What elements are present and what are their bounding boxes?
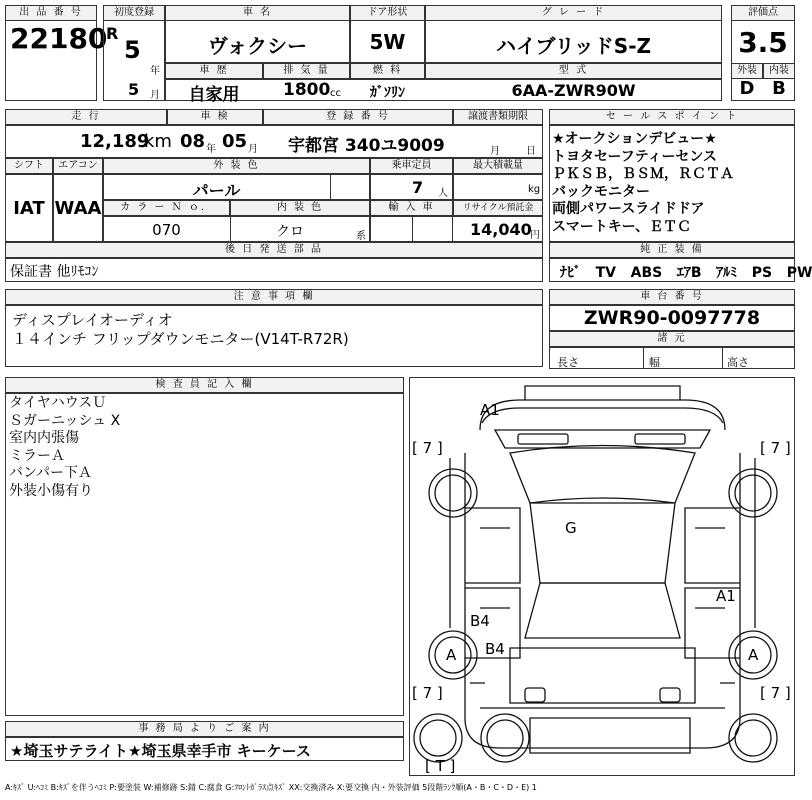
inspector-label: 検 査 員 記 入 欄 [5, 377, 404, 393]
equipment-item: PS [751, 265, 773, 281]
first-reg-year: 5 [124, 36, 141, 64]
office-label: 事 務 局 よ り ご 案 内 [5, 721, 404, 737]
displacement-value: 1800 [283, 80, 331, 100]
lot-no-value: 22180 [10, 22, 108, 55]
tread-spare: [ T ] [425, 757, 456, 775]
mark-left-rear-quarter: B4 [485, 640, 505, 658]
ext-label: 外装 [731, 63, 763, 79]
sales-point-item: 両側パワースライドドア [552, 201, 705, 217]
load-unit: kg [528, 184, 541, 195]
notes-line-2: １４インチ フリップダウンモニター(V14T-R72R) [12, 330, 349, 348]
ext-color-value: パール [192, 181, 241, 200]
transfer-day-unit: 日 [526, 146, 536, 157]
displacement-label: 排 気 量 [263, 63, 350, 79]
tread-fl: [ 7 ] [412, 439, 443, 457]
notes-line-1: ディスプレイオーディオ [12, 311, 173, 329]
car-name-label: 車 名 [165, 5, 350, 21]
int-score: B [772, 78, 786, 99]
inspection-label: 車 検 [167, 109, 263, 125]
tread-rr: [ 7 ] [760, 684, 791, 702]
inspection-month-unit: 月 [248, 144, 258, 155]
color-no-value: 070 [152, 221, 181, 239]
mark-front: A1 [480, 401, 500, 419]
first-reg-year-unit: 年 [150, 66, 160, 77]
fuel-label: 燃 料 [350, 63, 425, 79]
car-name-value: ヴォクシー [207, 34, 308, 58]
tread-rl: [ 7 ] [412, 684, 443, 702]
recycle-label: リサイクル預託金 [453, 200, 543, 216]
inspector-note: バンパー下Ａ [9, 465, 93, 481]
equipment-list [560, 262, 812, 282]
sales-point-item: スマートキー、ＥＴＣ [552, 218, 692, 235]
inspector-note: 外装小傷有り [9, 482, 93, 499]
ext-score: D [739, 78, 755, 99]
history-value: 自家用 [188, 85, 240, 105]
chassis-value: ZWR90-0097778 [583, 307, 761, 329]
sales-point-item: トヨタセーフティーセンス [552, 148, 717, 165]
later-parts-value: 保証書 他ﾘﾓｺﾝ [10, 264, 99, 280]
import-label: 輸 入 車 [370, 200, 453, 216]
mark-left-wheel: A [446, 646, 457, 664]
mileage-unit: km [144, 131, 172, 152]
inspector-note: ミラーＡ [9, 447, 65, 464]
int-color-value: クロ [276, 224, 304, 240]
car-diagram-svg [410, 378, 794, 775]
equipment-item: TV [595, 265, 617, 281]
inspection-year: 08 [180, 131, 206, 152]
score-value: 3.5 [738, 26, 788, 59]
mark-right-wheel: A [748, 646, 759, 664]
first-reg-era: R [106, 24, 119, 43]
reg-no-label: 登 録 番 号 [263, 109, 453, 125]
sales-points-list [552, 131, 734, 236]
reg-no-value: 宇都宮 340ユ9009 [288, 136, 445, 156]
mileage-value: 12,189 [80, 131, 150, 152]
displacement-unit: cc [330, 88, 341, 99]
shift-label: シフト [5, 158, 53, 174]
fuel-value: ｶﾞｿﾘﾝ [370, 85, 405, 101]
capacity-label: 乗車定員 [370, 158, 453, 174]
door-value: 5W [369, 30, 406, 54]
grade-label: グ レ ー ド [425, 5, 722, 21]
transfer-month-unit: 月 [490, 146, 500, 157]
mark-left-rear-door: B4 [470, 612, 490, 630]
sales-points-label: セ ー ル ス ポ イ ン ト [549, 109, 795, 125]
first-reg-month-unit: 月 [150, 90, 160, 101]
equipment-item: ﾅﾋﾞ [560, 265, 581, 281]
aircon-value: WAA [54, 198, 102, 219]
notes-label: 注 意 事 項 欄 [5, 289, 543, 305]
sales-point-item: バックモニター [552, 183, 650, 200]
equipment-item: PW [786, 265, 812, 281]
model-label: 型 式 [425, 63, 722, 79]
equipment-item: ｴｱB [676, 265, 702, 281]
equipment-label: 純 正 装 備 [549, 242, 795, 258]
aircon-label: エアコン [53, 158, 103, 174]
width-label: 幅 [649, 356, 660, 369]
tread-fr: [ 7 ] [760, 439, 791, 457]
length-label: 長さ [557, 356, 579, 369]
sales-point-item: ★オークションデビュー★ [552, 131, 717, 147]
recycle-unit: 円 [530, 230, 540, 241]
inspection-year-unit: 年 [206, 144, 216, 155]
inspector-list [9, 395, 120, 500]
int-label: 内装 [763, 63, 795, 79]
car-diagram [409, 377, 795, 776]
door-label: ドア形状 [350, 5, 425, 21]
mark-right-quarter: A1 [716, 587, 736, 605]
int-color-unit: 系 [356, 231, 366, 242]
chassis-label: 車 台 番 号 [549, 289, 795, 305]
history-label: 車 歴 [165, 63, 263, 79]
inspection-month: 05 [222, 131, 248, 152]
ext-color-sub [330, 174, 370, 200]
inspector-note: タイヤハウスＵ [9, 395, 107, 411]
color-no-label: カ ラ ー Ｎ ｏ． [103, 200, 230, 216]
grade-value: ハイブリッドS-Z [495, 34, 651, 58]
model-value: 6AA-ZWR90W [511, 81, 636, 100]
row5-div3 [412, 216, 453, 242]
sales-point-item: ＰＫＳＢ，ＢＳＭ，ＲＣＴＡ [552, 166, 734, 182]
transfer-label: 譲渡書類期限 [453, 109, 543, 125]
inspector-note: 室内内張傷 [9, 430, 79, 446]
office-message: ★埼玉サテライト★埼玉県幸手市 キーケース [10, 742, 311, 760]
equipment-item: ABS [630, 265, 663, 281]
first-reg-label: 初度登録 [103, 5, 165, 21]
dimensions-label: 諸 元 [549, 331, 795, 347]
recycle-value: 14,040 [470, 220, 532, 239]
mark-roof: G [565, 519, 577, 537]
capacity-value: 7 [412, 178, 424, 197]
score-label: 評価点 [731, 5, 795, 21]
ext-color-label: 外 装 色 [103, 158, 370, 174]
legend: A:ｷｽﾞ U:ﾍｺﾐ B:ｷｽﾞを伴うﾍｺﾐ P:要塗装 W:補修跡 S:錆 C:腐食 G:ﾌﾛﾝﾄｶﾞﾗｽ点ｷｽﾞ XX:交換済み X:要交換 内・外装評価 5段階ﾗﾝｸ順(A・B・C・D・E) 1 [5, 783, 537, 792]
inspector-note: Ｓガーニッシュ X [9, 412, 121, 429]
height-label: 高さ [727, 356, 749, 369]
equipment-item: ｱﾙﾐ [716, 265, 738, 281]
mileage-label: 走 行 [5, 109, 167, 125]
int-color-label: 内 装 色 [230, 200, 370, 216]
lot-no-label: 出 品 番 号 [5, 5, 97, 21]
shift-value: IAT [13, 198, 45, 219]
later-parts-label: 後 日 発 送 部 品 [5, 242, 543, 258]
first-reg-month: 5 [128, 80, 140, 99]
max-load-label: 最大積載量 [453, 158, 543, 174]
capacity-unit: 人 [438, 188, 448, 199]
